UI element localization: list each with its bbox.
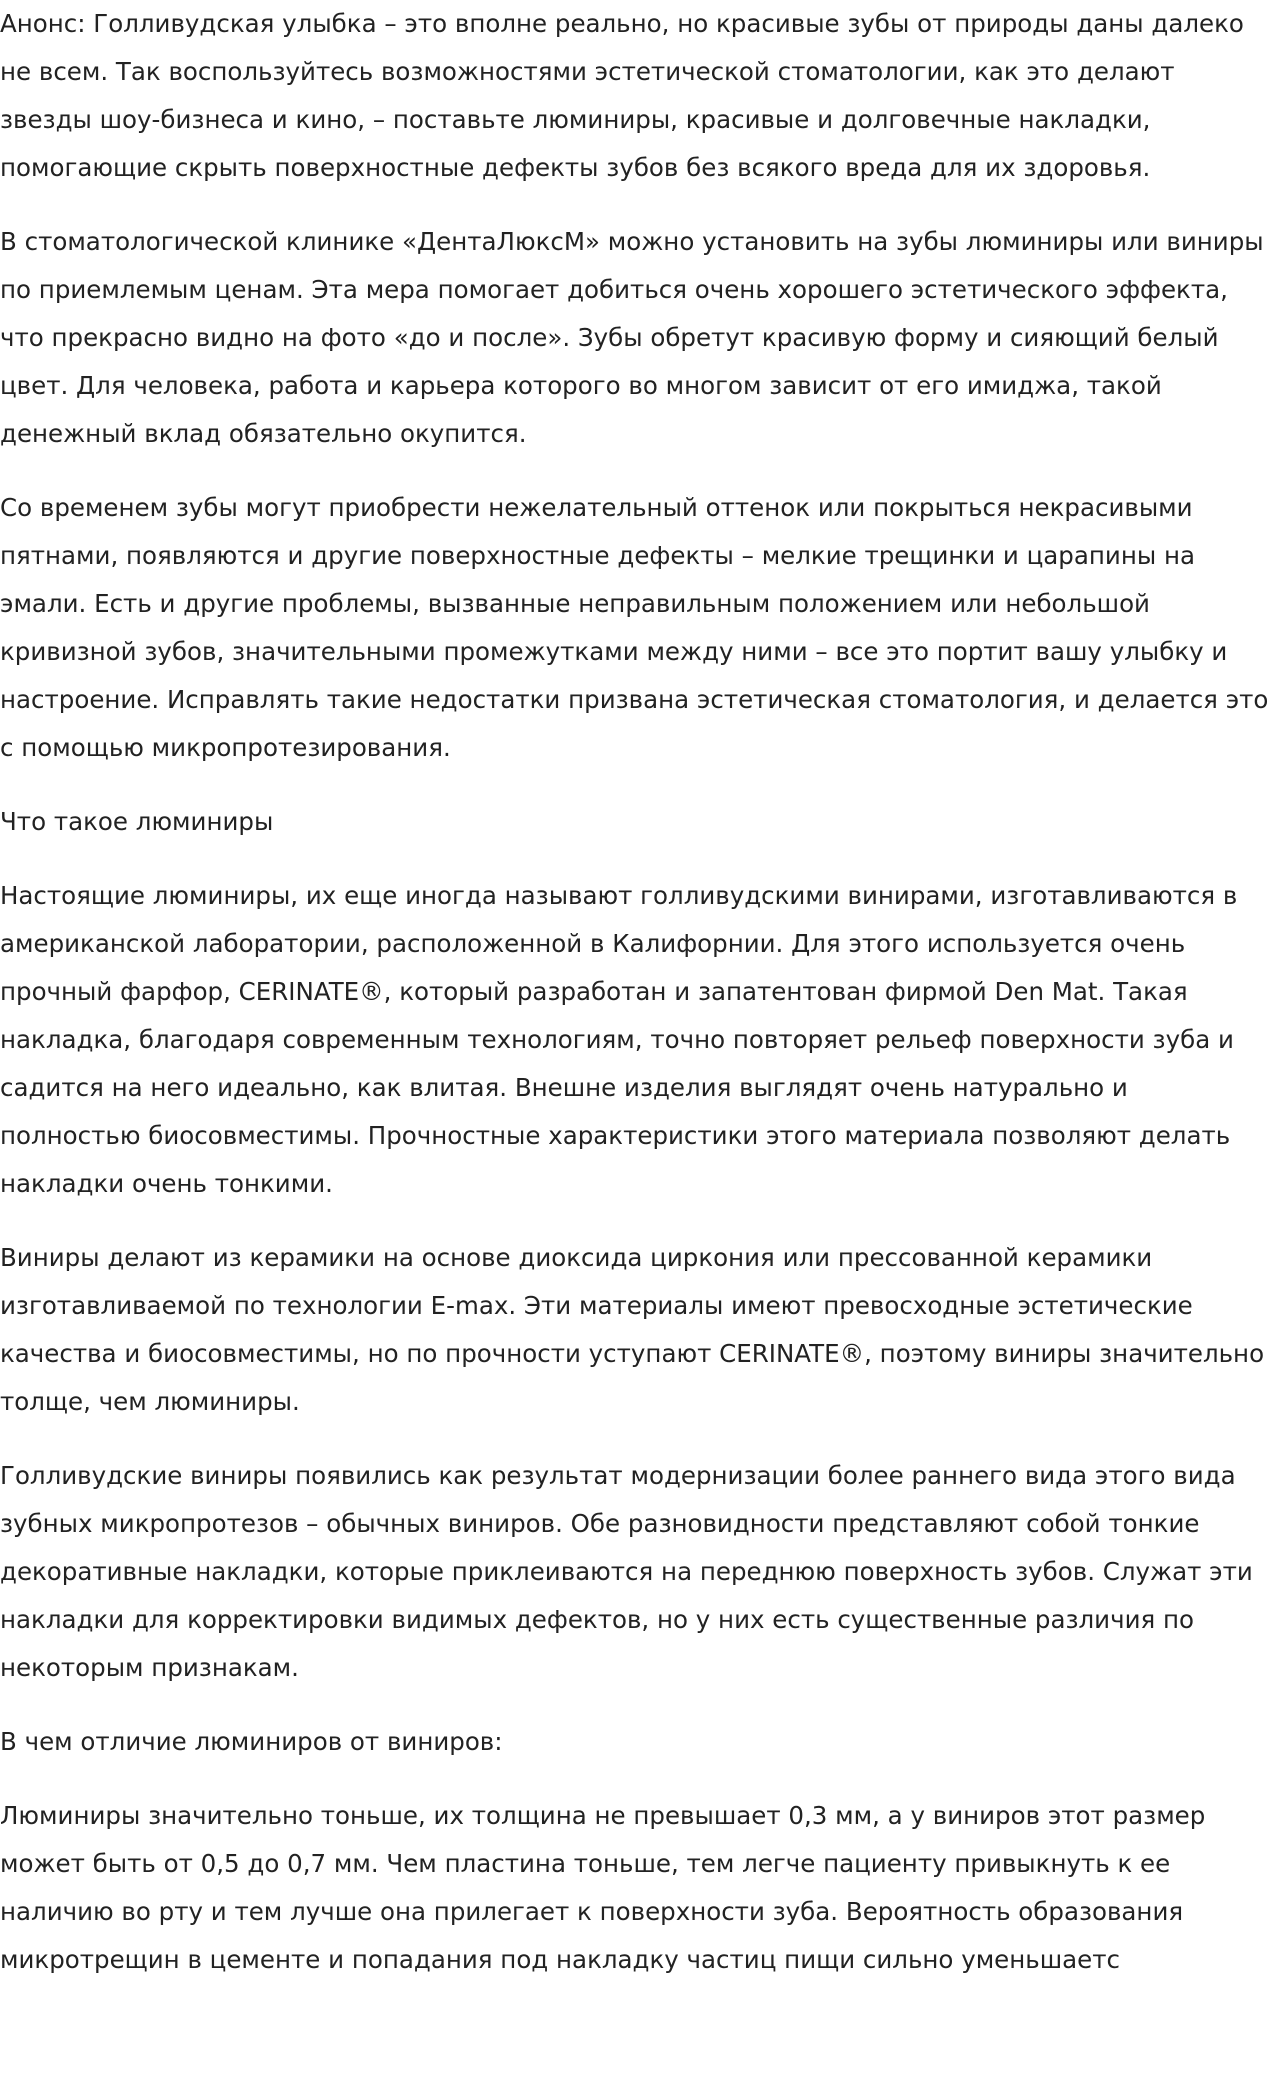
paragraph-thickness: Люминиры значительно тоньше, их толщина не превышает 0,3 мм, а у виниров этот размер может быть от 0,5 до 0,7 мм. Чем пластина тоньше, тем легче пациенту привыкнуть к ее наличию во рту и тем лучше она прилегает к поверхности зуба. Вероятность образования микротрещин в цементе и попадания под накладку частиц пищи сильно уменьшаетс xyxy=(0,1801,1206,1974)
paragraph-lumineers: Настоящие люминиры, их еще иногда называют голливудскими винирами, изготавливаются в американской лаборатории, расположенной в Калифорнии. Для этого используется очень прочный фарфор, CERINATE®, который разработан и запатентован фирмой Den Mat. Такая накладка, благодаря современным технологиям, точно повторяет рельеф поверхности зуба и садится на него идеально, как влитая. Внешне изделия выглядят очень натурально и полностью биосовместимы. Прочностные характеристики этого материала позволяют делать накладки очень тонкими. xyxy=(0,881,1238,1198)
paragraph-announcement: Анонс: Голливудская улыбка – это вполне реально, но красивые зубы от природы даны далеко не всем. Так воспользуйтесь возможностями эстетической стоматологии, как это делают звезды шоу-бизнеса и кино, – поставьте люминиры, красивые и долговечные накладки, помогающие скрыть поверхностные дефекты зубов без всякого вреда для их здоровья. xyxy=(0,9,1244,182)
paragraph-hollywood-veneers: Голливудские виниры появились как результат модернизации более раннего вида этого вида зубных микропротезов – обычных виниров. Обе разновидности представляют собой тонкие декоративные накладки, которые приклеиваются на переднюю поверхность зубов. Служат эти накладки для корректировки видимых дефектов, но у них есть существенные различия по некоторым признакам. xyxy=(0,1461,1253,1682)
paragraph-veneers: Виниры делают из керамики на основе диоксида циркония или прессованной керамики изготавливаемой по технологии E-max. Эти материалы имеют превосходные эстетические качества и биосовместимы, но по прочности уступают CERINATE®, поэтому виниры значительно толще, чем люминиры. xyxy=(0,1243,1265,1416)
section-heading-what-are-lumineers: Что такое люминиры xyxy=(0,807,274,836)
paragraph-clinic: В стоматологической клинике «ДентаЛюксМ» можно установить на зубы люминиры или виниры по приемлемым ценам. Эта мера помогает добиться очень хорошего эстетического эффекта, что прекрасно видно на фото «до и после». Зубы обретут красивую форму и сияющий белый цвет. Для человека, работа и карьера которого во многом зависит от его имиджа, такой денежный вклад обязательно окупится. xyxy=(0,227,1264,448)
paragraph-defects: Со временем зубы могут приобрести нежелательный оттенок или покрыться некрасивыми пятнами, появляются и другие поверхностные дефекты – мелкие трещинки и царапины на эмали. Есть и другие проблемы, вызванные неправильным положением или небольшой кривизной зубов, значительными промежутками между ними – все это портит вашу улыбку и настроение. Исправлять такие недостатки призвана эстетическая стоматология, и делается это с помощью микропротезирования. xyxy=(0,493,1269,762)
section-heading-difference: В чем отличие люминиров от виниров: xyxy=(0,1727,503,1756)
